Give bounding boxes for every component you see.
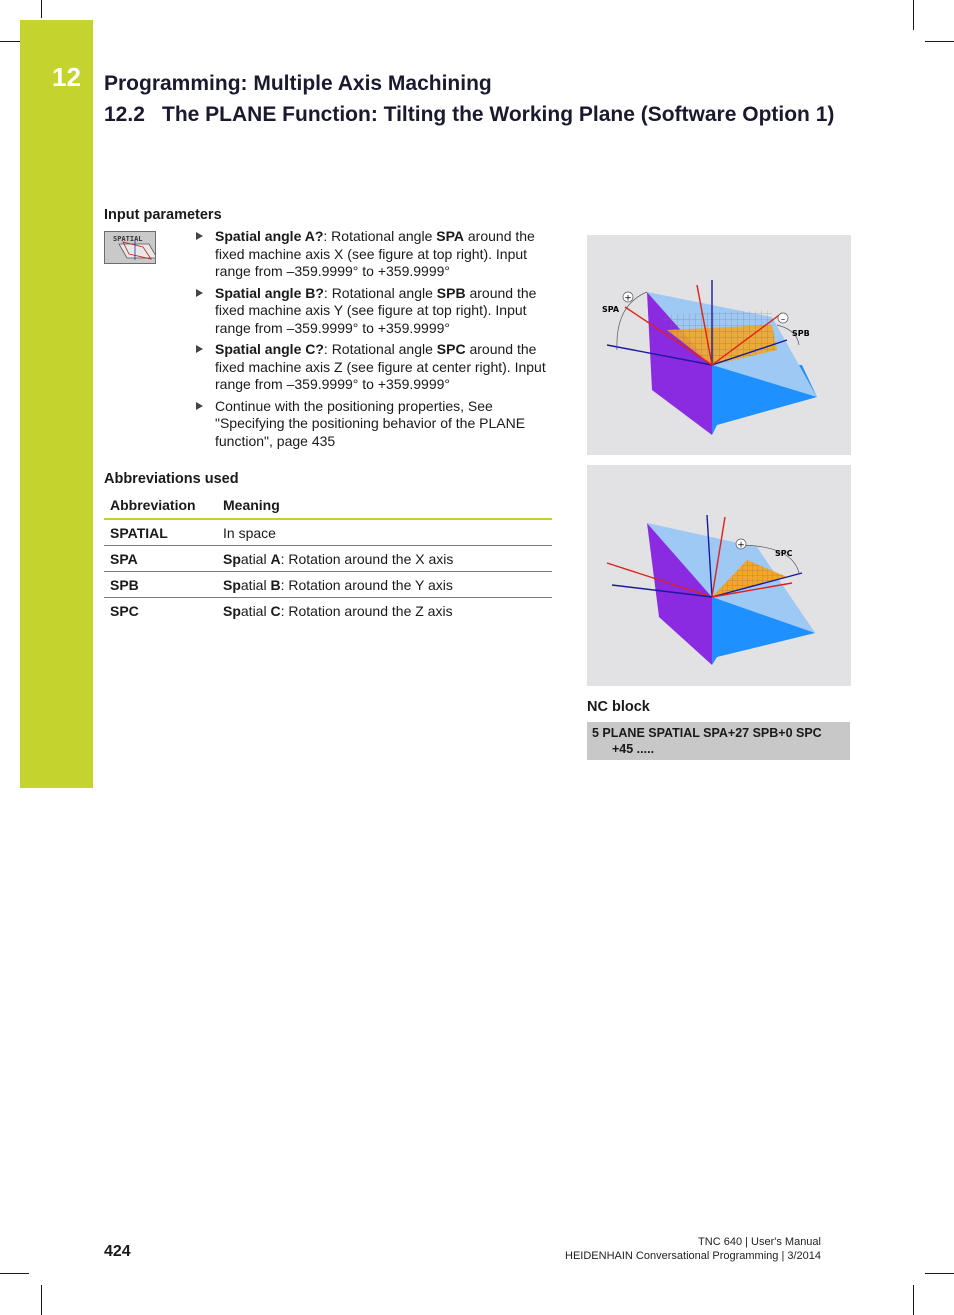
crop-mark xyxy=(913,1285,914,1315)
footer-manual: TNC 640 | User's Manual xyxy=(698,1236,821,1248)
table-row xyxy=(104,598,552,624)
meaning-text: atial xyxy=(240,576,271,593)
parameter-text: around the fixed machine axis Z (see figure at center right). Input range from –359.9999° to +359.9999° xyxy=(215,341,546,392)
sign-plus: + xyxy=(624,293,632,304)
parameter-term: Spatial angle A? xyxy=(215,228,324,244)
chapter-title: Programming: Multiple Axis Machining xyxy=(104,72,492,95)
crop-mark xyxy=(41,0,42,18)
meaning-cell xyxy=(217,572,552,598)
section-title xyxy=(104,103,834,127)
section-name: The PLANE Function: Tilting the Working Plane (Software Option 1) xyxy=(162,103,835,126)
meaning-bold: B xyxy=(270,576,281,593)
bullet-arrow-icon xyxy=(196,289,203,297)
nc-block-heading: NC block xyxy=(587,699,650,715)
footer-text xyxy=(565,1235,821,1263)
parameter-text: : Rotational angle xyxy=(323,284,437,301)
meaning-text: atial xyxy=(240,550,271,567)
spatial-softkey[interactable] xyxy=(104,231,156,264)
list-item xyxy=(196,285,548,338)
meaning-cell xyxy=(217,546,552,572)
column-header: Abbreviation xyxy=(104,492,217,519)
nc-block-code xyxy=(587,722,850,760)
abbreviation-cell: SPC xyxy=(110,602,139,619)
meaning-cell: In space xyxy=(217,519,552,546)
bullet-arrow-icon xyxy=(196,402,203,410)
label-spb: SPB xyxy=(792,329,810,338)
input-parameters-heading: Input parameters xyxy=(104,207,222,223)
crop-mark xyxy=(925,41,954,42)
chapter-tab xyxy=(20,20,93,788)
meaning-text: atial xyxy=(240,602,271,619)
parameter-code: SPB xyxy=(436,284,466,301)
bullet-arrow-icon xyxy=(196,345,203,353)
sign-plus: + xyxy=(737,540,745,551)
spatial-c-diagram xyxy=(587,465,851,686)
meaning-bold: C xyxy=(270,602,281,619)
softkey-plane-icon xyxy=(105,232,155,263)
abbreviations-table xyxy=(104,492,552,623)
meaning-cell xyxy=(217,598,552,624)
label-spc: SPC xyxy=(775,549,793,558)
meaning-text: : Rotation around the Z axis xyxy=(280,602,453,619)
abbreviation-cell: SPB xyxy=(104,572,217,598)
page-number: 424 xyxy=(104,1243,131,1260)
column-header: Meaning xyxy=(217,492,552,519)
cross-reference-link[interactable]: Continue with the positioning properties, See "Specifying the positioning behavior of the PLANE function", page 435 xyxy=(215,397,526,449)
label-spa: SPA xyxy=(602,305,620,314)
meaning-text: : Rotation around the X axis xyxy=(280,550,454,567)
parameter-code: SPA xyxy=(436,228,464,244)
softkey-label: SPATIAL xyxy=(113,235,143,243)
abbreviation-cell: SPA xyxy=(104,546,217,572)
table-row xyxy=(104,572,552,598)
list-item xyxy=(196,398,548,451)
parameter-text: around the fixed machine axis X (see figure at top right). Input range from –359.9999° to +359.9999° xyxy=(215,228,535,279)
crop-mark xyxy=(913,0,914,30)
nc-line: +45 ..... xyxy=(612,742,655,756)
table-row xyxy=(104,519,552,546)
parameter-term: Spatial angle B? xyxy=(215,284,324,301)
meaning-bold: Sp xyxy=(223,602,241,619)
parameter-list xyxy=(196,228,548,454)
figure-spatial-c xyxy=(587,465,851,686)
abbreviation-cell: SPATIAL xyxy=(104,519,217,546)
crop-mark xyxy=(0,1273,29,1274)
sign-minus: – xyxy=(780,314,786,325)
meaning-bold: Sp xyxy=(223,550,241,567)
figure-spatial-ab xyxy=(587,235,851,455)
parameter-text: : Rotational angle xyxy=(323,341,437,357)
abbreviations-heading: Abbreviations used xyxy=(104,471,239,487)
meaning-bold: Sp xyxy=(223,576,241,593)
parameter-text: : Rotational angle xyxy=(323,228,437,244)
section-number: 12.2 xyxy=(104,103,145,126)
parameter-term: Spatial angle C? xyxy=(215,341,324,357)
list-item xyxy=(196,228,548,281)
parameter-text: around the fixed machine axis Y (see figure at top right). Input range from –359.9999° to +359.9999° xyxy=(215,284,537,336)
table-row xyxy=(104,546,552,572)
list-item xyxy=(196,341,548,394)
nc-line: 5 PLANE SPATIAL SPA+27 SPB+0 SPC xyxy=(592,726,822,740)
bullet-arrow-icon xyxy=(196,232,203,240)
table-header-row xyxy=(104,492,552,519)
footer-publisher: HEIDENHAIN Conversational Programming | 3/2014 xyxy=(565,1250,821,1262)
parameter-code: SPC xyxy=(436,341,466,357)
meaning-bold: A xyxy=(270,550,281,567)
crop-mark xyxy=(41,1285,42,1315)
crop-mark xyxy=(0,41,22,42)
chapter-number: 12 xyxy=(52,62,81,92)
crop-mark xyxy=(925,1273,954,1274)
spatial-ab-diagram xyxy=(587,235,851,455)
meaning-text: : Rotation around the Y axis xyxy=(280,576,453,593)
